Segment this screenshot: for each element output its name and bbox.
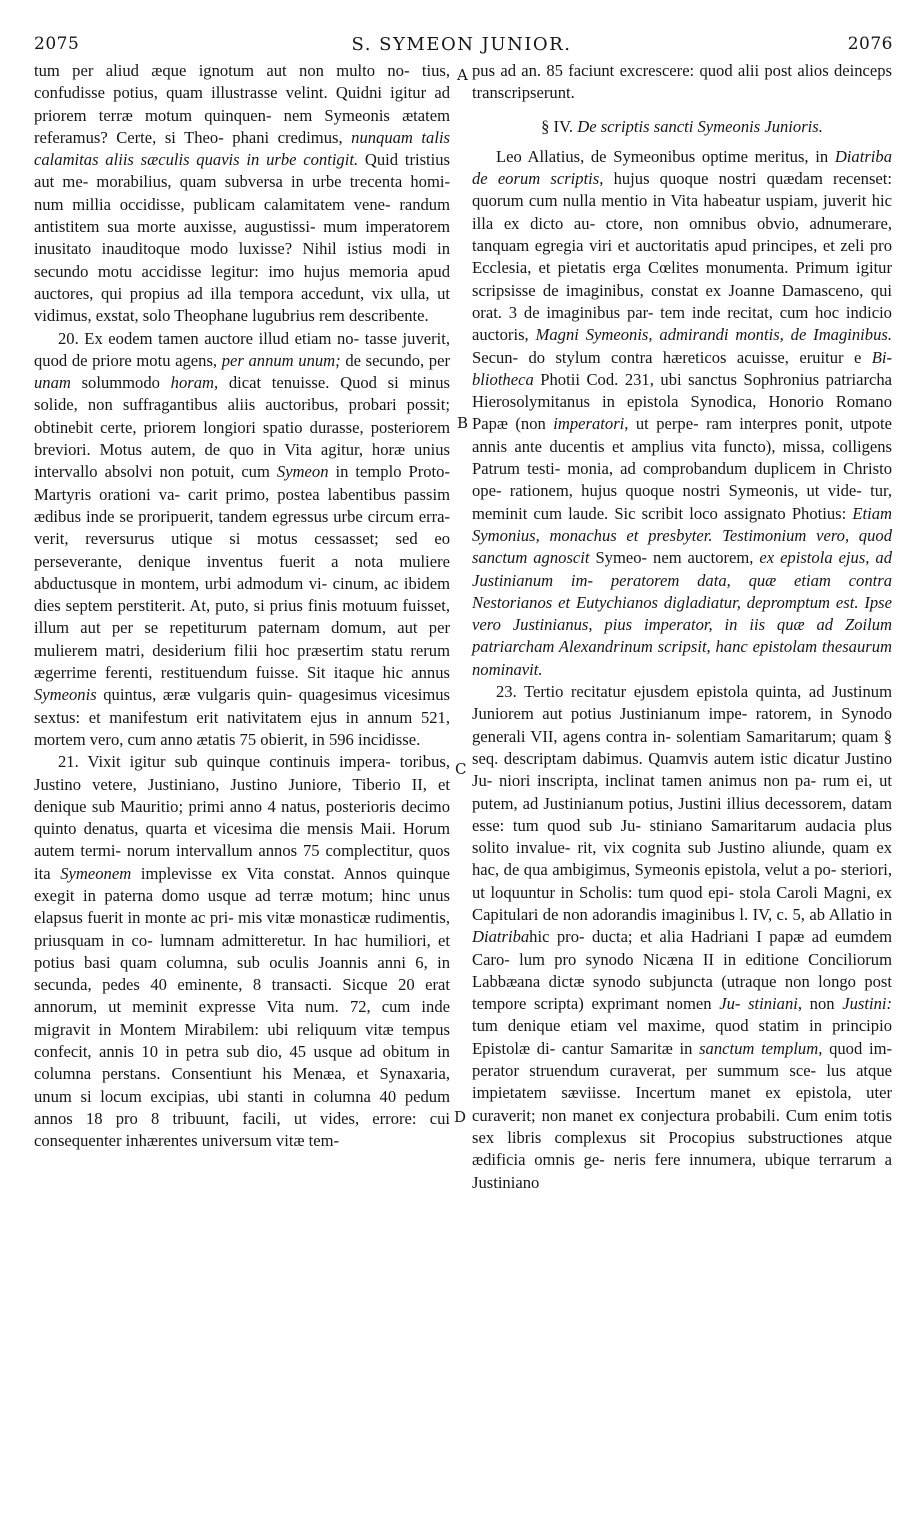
left-page-number: 2075 xyxy=(34,34,80,54)
margin-letter-d: D xyxy=(454,1108,467,1126)
left-column xyxy=(34,60,450,1153)
margin-letter-b: B xyxy=(457,414,469,432)
section-number: § IV. xyxy=(541,116,574,136)
margin-letter-c: C xyxy=(455,760,467,778)
paragraph-21: 21. Vixit igitur sub quinque continuis impera- toribus, Justino vetere, Justiniano, Justino Juniore, Tiberio II, et denique sub Mauritio; primi anno 4 natus, posterioris decimo quinto denatus, quarta et vicesima die mensis Maii. Horum autem termi- norum intervallum annos 75 complectitur, quos ita Symeonem implevisse ex Vita constat. Annos quinque exegit in paterna domo usque ad terræ motum; hinc unus elapsus fuerit in monte ac pri- mis vitæ monasticæ rudimentis, priusquam in co- lumnam admitteretur. In hac humiliori, et potius basi quam columna, sub oculis Joannis anni 6, in secunda, pedes 40 eminente, 8 transacti. Sicque 20 erat annorum, ut meminit expresse Vita num. 72, cum inde migravit in Montem Mirabilem: ubi reliquum vitæ tempus confecit, annis 10 in petra sub dio, 45 usque ad obitum in columna perstans. Consentiunt his Menæa, et Synaxaria, unum si locum excipias, ubi stanti in columna 40 pedum annos 18 pro 8 tribuunt, facili, ut vides, errore: cui consequenter inhærentes universum vitæ tem- xyxy=(34,752,451,1151)
paragraph-21-continuation: pus ad an. 85 faciunt excrescere: quod alii post alios deinceps transcripserunt. xyxy=(472,61,892,103)
section-heading xyxy=(472,116,892,138)
right-page-number: 2076 xyxy=(847,34,893,54)
paragraph-23: 23. Tertio recitatur ejusdem epistola quinta, ad Justinum Juniorem aut potius Justinianum impe- ratorem, in Synodo generali VII, agens contra in- solentiam Samaritarum; quam § seq. descriptam dabimus. Quamvis autem istic dicatur Justino Ju- niori inscripta, inclinat tamen animus non pa- rum ei, ut putem, ad Justinianum potius, Justini illius decessorem, datam esse: tum quod sub Ju- stiniano Samaritarum audacia plus solito invalue- rit, vix cognita sub Justino aliunde, quam ex hac, de qua ambigimus, Symeonis epistola, velut a po- steriori, ut loquuntur in Scholis: tum quod epi- stola Caroli Magni, ex Capitulari de non adorandis imaginibus l. IV, c. 5, ab Allatio in Diatribahic pro- ducta; et alia Hadriani I papæ ad eumdem Caro- lum pro synodo Nicæna II in editione Conciliorum Labbæana dictæ synodo subjuncta (utraque non longo post tempore scripta) exprimant nomen Ju- stiniani, non Justini: tum denique etiam vel maxime, quod statim in principio Epistolæ di- cantur Samaritæ in sanctum templum, quod im- perator struendum curaverat, per summum sce- lus atque impietatem sæviisse. Incertum manet ex epistola, uter curaverit; non manet ex conjectura probabili. Cum enim totis sex libris complexus sit Procopius substructiones atque ædificia omnis ge- neris fere innumera, ubique terrarum a Justiniano xyxy=(472,682,893,1192)
right-column xyxy=(472,60,892,1194)
margin-letter-a: A xyxy=(457,66,468,84)
section-title: De scriptis sancti Symeonis Junioris. xyxy=(577,116,823,136)
paragraph-20: 20. Ex eodem tamen auctore illud etiam no- tasse juverit, quod de priore motu agens, per annum unum; de secundo, per unam solummodo horam, dicat tenuisse. Quod si minus solide, non suffragantibus aliis auctoribus, probari possit; obtinebit certe, priorem longiori spatio durasse, posteriorem breviori. Motus autem, de quo in Vita agitur, horæ unius intervallo absolvi non potuit, cum Symeon in templo Proto-Martyris orationi va- carit primo, postea labentibus passim ædibus inde se proripuerit, tandem egressus urbe circum erra- verit, reversurus utique si motus cessasset; sed eo perseverante, denique inventus fuerit a nota muliere abductusque in montem, urbi admodum vi- cinum, ac ibidem dies septem perstiterit. At, puto, si prius finis motuum fuisset, illum aut per se repetiturum paternam domum, aut per mulierem matri, desiderium filii hoc præsertim statu rerum ægerrime ferenti, restituendum fuisse. Sit itaque hic annus Symeonis quintus, æræ vulgaris quin- quagesimus vicesimus sextus: et manifestum erit nativitatem ejus in annum 521, mortem vero, cum anno ætatis 75 obierit, in 596 incidisse. xyxy=(34,328,451,749)
paragraph-19-continuation: tum per aliud æque ignotum aut non multo no- tius, confudisse potius, quam illustrasse velint. Quidni igitur ad priorem terræ motum quinquen- nem Symeonis ætatem referamus? Certe, si Theo- phani credimus, nunquam talis calamitas aliis sæculis quavis in urbe contigit. Quid tristius aut me- morabilius, quam subversa in urbe trecenta homi- num millia occidisse, publicam calamitatem vene- randum antistitem sua morte auxisse, augustissi- mum imperatorem inusitato inauditoque modo luxisse? Nihil istius modi in secundo motu accidisse legitur: imo hujus memoria apud auctores, qui propius ad illa tempora accedunt, vix ulla, ut vidimus, exstat, solo Theophane lugubrius rem describente. xyxy=(34,61,451,326)
running-title: S. SYMEON JUNIOR. xyxy=(351,34,572,55)
paragraph-22: Leo Allatius, de Symeonibus optime meritus, in Diatriba de eorum scriptis, hujus quoque nostri quædam recenset: quorum cum nulla mentio in Vita habeatur uspiam, juverit hic illa ex dicto au- ctore, non omnibus obvio, adnumerare, tanquam egregia viri et auctoritatis apud principes, et zeli pro Ecclesia, et pietatis erga Cœlites monumenta. Primum igitur scripsisse de imaginibus, constat ex Joanne Damasceno, qui orat. 3 de imaginibus par- tem inde recitat, cum hoc indicio auctoris, Magni Symeonis, admirandi montis, de Imaginibus. Secun- do stylum contra hæreticos acuisse, eruitur e Bi- bliotheca Photii Cod. 231, ubi sanctus Sophronius patriarcha Hierosolymitanus in epistola Synodica, Honorio Romano Papæ (non imperatori, ut perpe- ram interpres ponit, utpote annis ante ducentis et amplius vita functo), missa, colligens Patrum testi- monia, ad comprobandum duplicem in Christo ope- rationem, hujus quoque nostri Symeonis, ut vide- tur, meminit cum laude. Sic scribit loco assignato Photius: Etiam Symonius, monachus et presbyter. Testimonium vero, quod sanctum agnoscit Symeo- nem auctorem, ex epistola ejus, ad Justinianum im- peratorem data, quæ etiam contra Nestorianos et Eutychianos digladiatur, depromptum est. Ipse vero Justinianus, pius imperator, in iis quæ ad Zoilum patriarcham Alexandrinum scripsit, hanc epistolam thesaurum nominavit. xyxy=(472,146,893,679)
